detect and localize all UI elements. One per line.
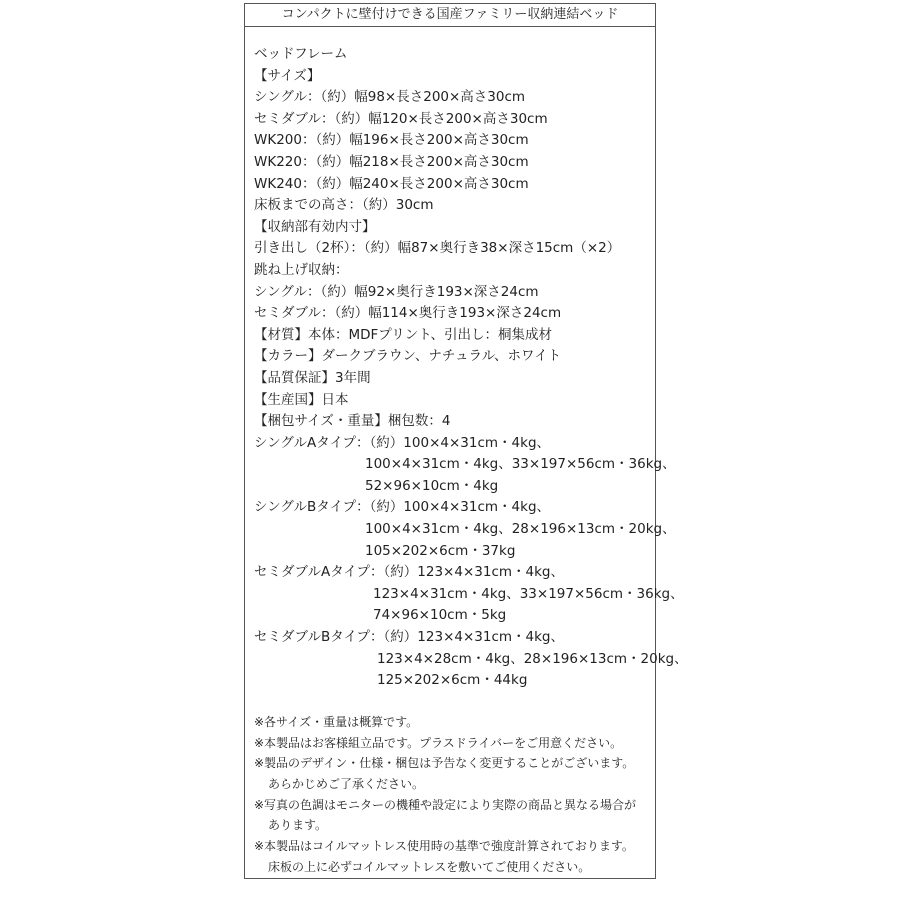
package-line: 125×202×6cm・44kg [377,672,528,689]
package-line: 100×4×31cm・4kg、28×196×13cm・20kg、 [365,521,676,538]
notes-list [254,712,654,878]
spec-line: シングル：（約）幅92×奥行き193×深さ24cm [254,283,539,300]
spec-line: 【サイズ】 [254,67,321,84]
package-line: 105×202×6cm・37kg [365,542,516,559]
package-single-b [254,497,676,562]
package-semidouble-b [254,627,688,692]
spec-line: セミダブル：（約）幅114×奥行き193×深さ24cm [254,305,562,322]
package-line: 123×4×28cm・4kg、28×196×13cm・20kg、 [377,650,688,667]
package-value: （約）123×4×31cm・4kg、 [383,564,564,581]
note-line: あらかじめご了承ください。 [268,777,425,792]
spec-list [254,44,688,692]
spec-line: WK220：（約）幅218×長さ200×高さ30cm [254,153,529,170]
spec-line: 【品質保証】3年間 [254,369,371,386]
spec-line: ベッドフレーム [254,46,348,62]
package-value: （約）100×4×31cm・4kg、 [369,434,551,451]
note-line: ※本製品はお客様組立品です。プラスドライバーをご用意ください。 [254,735,623,750]
spec-line: 床板までの高さ：（約）30cm [254,197,434,214]
package-line [254,562,654,584]
package-line [254,497,654,519]
spec-line: 【梱包サイズ・重量】梱包数：4 [254,413,451,430]
note-line: ※製品のデザイン・仕様・梱包は予告なく変更することがございます。 [254,756,635,771]
package-label: シングルBタイプ： [254,499,370,516]
package-line: 123×4×31cm・4kg、33×197×56cm・36kg、 [373,585,684,602]
package-line: 100×4×31cm・4kg、33×197×56cm・36kg、 [365,456,676,473]
spec-line: 【材質】本体：MDFプリント、引出し：桐集成材 [254,326,553,343]
package-semidouble-a [254,562,684,627]
note-line: ※本製品はコイルマットレス使用時の基準で強度計算されております。 [254,839,634,854]
package-line [254,627,654,649]
note-line: あります。 [268,818,328,833]
note-line: ※各サイズ・重量は概算です。 [254,715,419,729]
package-label: セミダブルBタイプ： [254,629,384,646]
note-line: 床板の上に必ずコイルマットレスを敷いてご使用ください。 [268,859,591,874]
package-label: セミダブルAタイプ： [254,564,384,581]
spec-line: セミダブル：（約）幅120×長さ200×高さ30cm [254,110,548,127]
spec-line: 【生産国】日本 [254,391,349,408]
spec-line: シングル：（約）幅98×長さ200×高さ30cm [254,89,526,106]
note-line: ※写真の色調はモニターの機種や設定により実際の商品と異なる場合が [254,797,637,812]
package-single-a [254,433,676,498]
package-value: （約）123×4×31cm・4kg、 [383,629,565,646]
package-line [254,433,654,455]
package-label: シングルAタイプ： [254,434,370,451]
spec-line: 引き出し（2杯）：（約）幅87×奥行き38×深さ15cm（×2） [254,240,621,257]
spec-line: 【収納部有効内寸】 [254,218,376,235]
package-line: 52×96×10cm・4kg [365,477,499,494]
package-value: （約）100×4×31cm・4kg、 [369,499,551,516]
spec-line: 跳ね上げ収納： [254,261,349,278]
spec-line: 【カラー】ダークブラウン、ナチュラル、ホワイト [254,348,562,365]
spec-line: WK240：（約）幅240×長さ200×高さ30cm [254,175,529,192]
spec-table [244,3,688,879]
spec-line: WK200：（約）幅196×長さ200×高さ30cm [254,132,529,149]
product-title: コンパクトに壁付けできる国産ファミリー収納連結ベッド [245,4,655,27]
package-line: 74×96×10cm・5kg [373,607,507,624]
